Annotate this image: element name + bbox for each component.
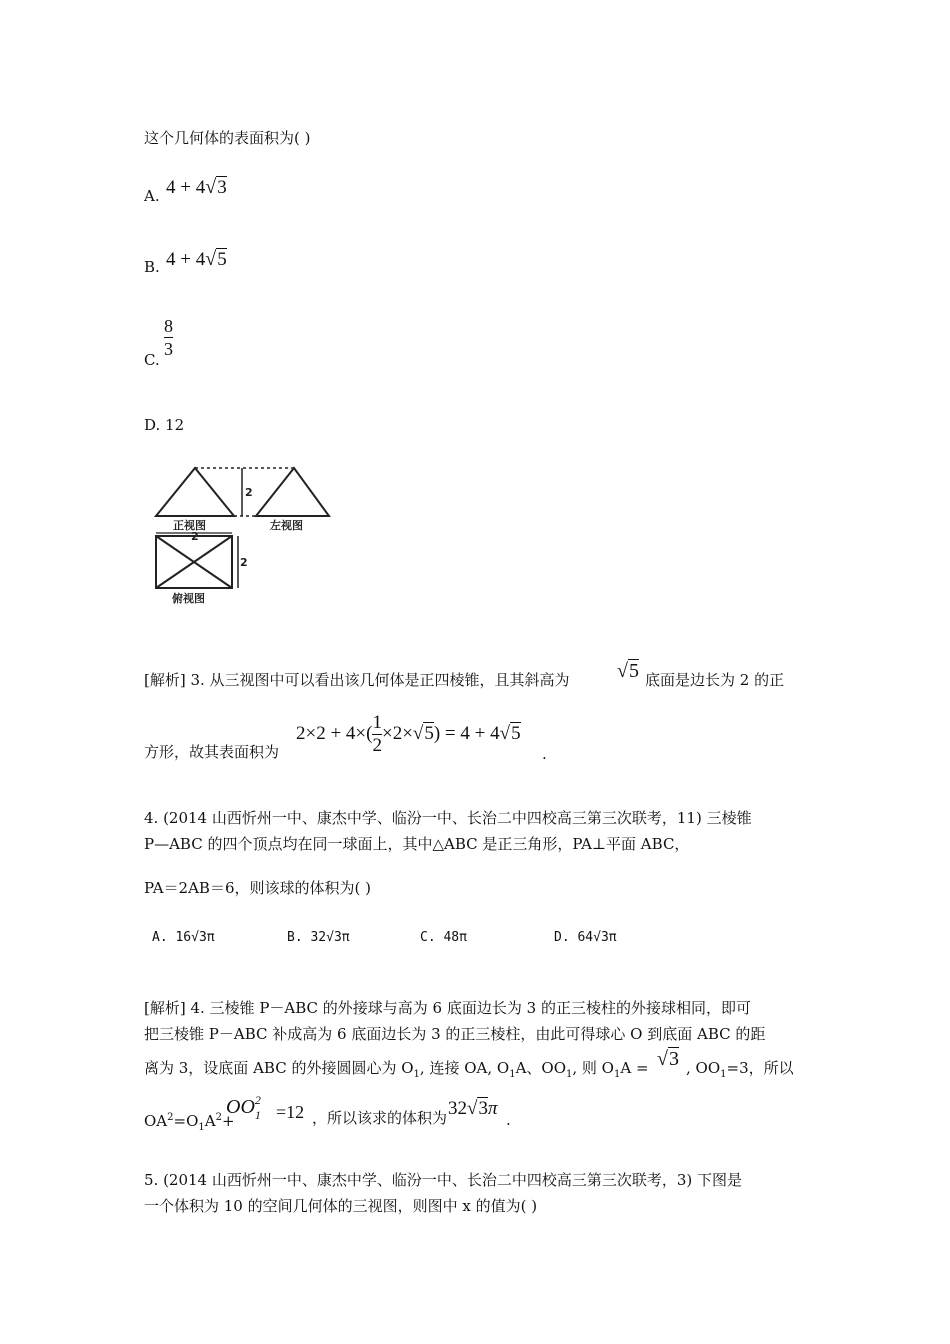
side-view-label: 左视图	[270, 519, 303, 532]
q4-line3: PA＝2AB＝6，则该球的体积为( )	[144, 879, 371, 897]
solution3-line1: [解析] 3. 从三视图中可以看出该几何体是正四棱锥，且其斜高为	[144, 671, 570, 689]
solution4-line1: [解析] 4. 三棱锥 P－ABC 的外接球与高为 6 底面边长为 3 的正三棱柱的外接球相同，即可	[144, 999, 751, 1017]
top-view-label: 俯视图	[172, 592, 205, 605]
solution3-formula: 2×2 + 4×( $\frac{1}{2}$ ×2×√5) = 4 + 4√5	[296, 712, 521, 756]
q4-option-b: B. 32√3π	[287, 930, 350, 945]
width-dimension-label: 2	[191, 530, 199, 543]
solution4-line3: 离为 3，设底面 ABC 的外接圆圆心为 $O_1$, 连接 OA, $O_1A$、$OO_1$, 则 $O_1A$ =	[144, 1059, 649, 1080]
side-view-triangle	[256, 468, 329, 516]
depth-dimension-label: 2	[240, 556, 248, 569]
option-a-math: 4 + 4√3	[166, 176, 227, 198]
solution4-volume: 32√3π	[448, 1098, 498, 1119]
height-dimension-label: 2	[245, 486, 253, 499]
option-c-label: C.	[144, 351, 160, 369]
solution4-line2: 把三棱锥 P－ABC 补成高为 6 底面边长为 3 的正三棱柱，由此可得球心 O 到底面 ABC 的距	[144, 1025, 766, 1043]
q4-line1: 4. (2014 山西忻州一中、康杰中学、临汾一中、长治二中四校高三第三次联考，11) 三棱锥	[144, 809, 752, 827]
option-c-fraction: $\frac{8}{3}$	[164, 316, 173, 359]
three-view-figure	[146, 458, 336, 606]
solution4-oo1-squared: $OO_1^2$	[226, 1093, 261, 1122]
solution4-line4: $OA^2=O_1A^2+$	[144, 1112, 235, 1133]
solution3-line2: 方形，故其表面积为	[144, 743, 280, 761]
q5-line2: 一个体积为 10 的空间几何体的三视图，则图中 x 的值为( )	[144, 1197, 538, 1215]
option-a-label: A.	[144, 187, 160, 205]
solution4-period: .	[506, 1111, 511, 1129]
solution4-equals-12: =12	[276, 1102, 305, 1122]
solution4-sqrt3: √3	[657, 1048, 679, 1070]
solution4-line3-tail: , $OO_1=3$，所以	[686, 1059, 794, 1080]
question-stem: 这个几何体的表面积为( )	[144, 129, 311, 147]
solution3-line1-tail: 底面是边长为 2 的正	[645, 671, 785, 689]
solution4-line4-text: ，所以该求的体积为	[312, 1109, 448, 1127]
option-b-math: 4 + 4√5	[166, 248, 227, 270]
front-view-label: 正视图	[173, 519, 206, 532]
q4-option-a: A. 16√3π	[152, 930, 215, 945]
option-d: D. 12	[144, 416, 185, 434]
solution3-period: .	[542, 745, 547, 763]
q4-line2: P—ABC 的四个顶点均在同一球面上，其中△ABC 是正三角形，PA⊥平面 ABC，	[144, 835, 690, 853]
q4-option-d: D. 64√3π	[554, 930, 617, 945]
q4-option-c: C. 48π	[420, 930, 467, 945]
front-view-triangle	[156, 468, 234, 516]
solution3-sqrt5: √5	[617, 660, 639, 682]
q5-line1: 5. (2014 山西忻州一中、康杰中学、临汾一中、长治二中四校高三第三次联考，3) 下图是	[144, 1171, 743, 1189]
option-b-label: B.	[144, 258, 160, 276]
